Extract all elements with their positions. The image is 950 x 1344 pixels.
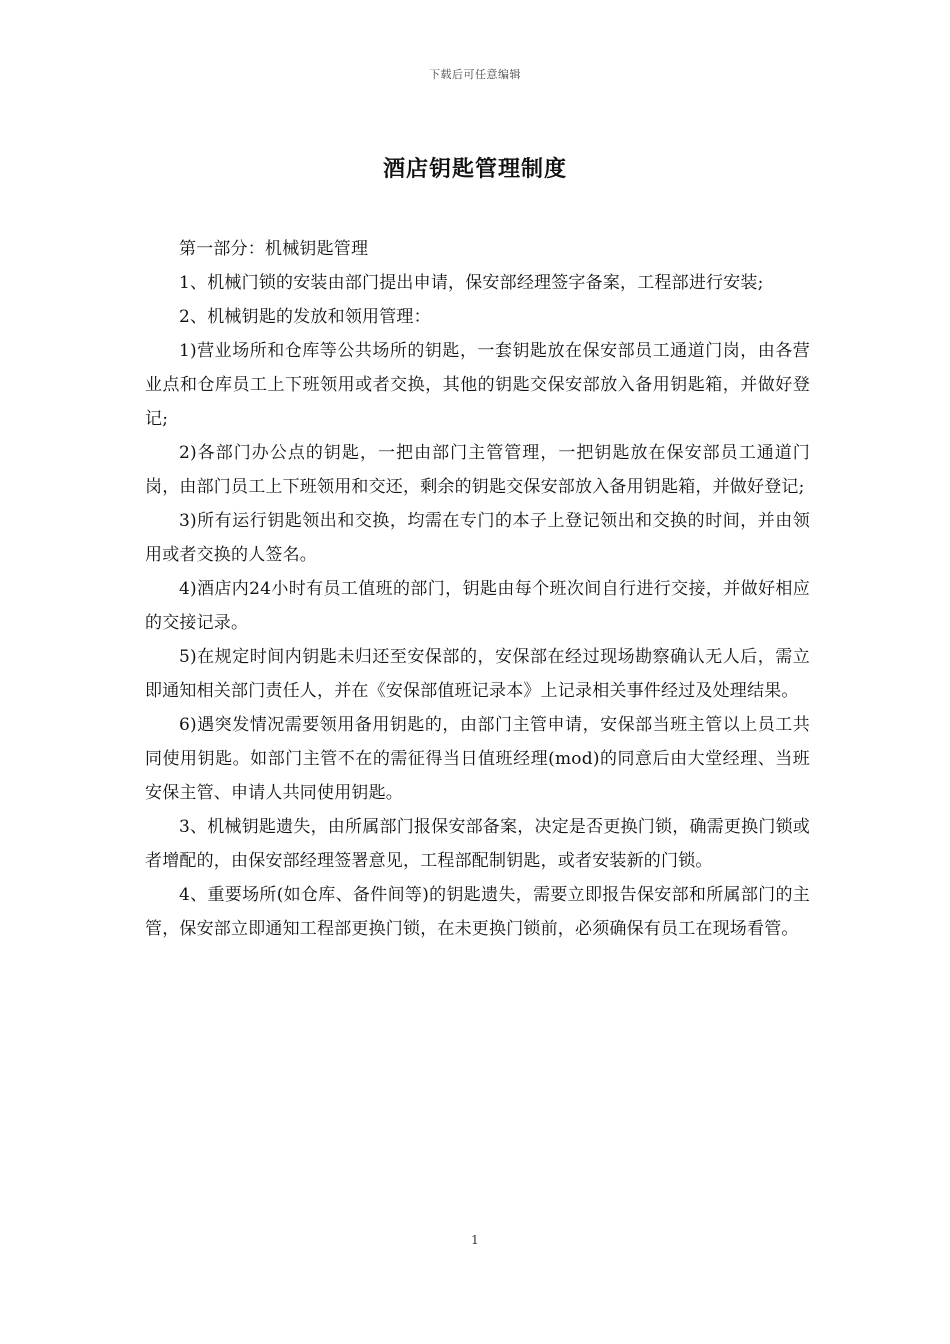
paragraph: 6)遇突发情况需要领用备用钥匙的，由部门主管申请，安保部当班主管以上员工共同使用钥匙。如部门主管不在的需征得当日值班经理(mod)的同意后由大堂经理、当班安保主管、申请人共同使用钥匙。 xyxy=(145,715,810,803)
paragraph-section-heading: 第一部分：机械钥匙管理 xyxy=(179,239,369,259)
paragraph: 2)各部门办公点的钥匙，一把由部门主管管理，一把钥匙放在保安部员工通道门岗，由部门员工上下班领用和交还，剩余的钥匙交保安部放入备用钥匙箱，并做好登记; xyxy=(145,443,810,497)
page-number: 1 xyxy=(471,1233,479,1247)
document-body xyxy=(145,232,810,946)
paragraph: 4)酒店内24小时有员工值班的部门，钥匙由每个班次间自行进行交接，并做好相应的交接记录。 xyxy=(145,579,810,633)
paragraph: 3)所有运行钥匙领出和交换，均需在专门的本子上登记领出和交换的时间，并由领用或者交换的人签名。 xyxy=(145,511,810,565)
paragraph: 4、重要场所(如仓库、备件间等)的钥匙遗失，需要立即报告保安部和所属部门的主管，保安部立即通知工程部更换门锁，在未更换门锁前，必须确保有员工在现场看管。 xyxy=(145,885,810,939)
paragraph: 2、机械钥匙的发放和领用管理： xyxy=(179,307,431,327)
paragraph: 1、机械门锁的安装由部门提出申请，保安部经理签字备案，工程部进行安装; xyxy=(179,273,764,293)
paragraph: 3、机械钥匙遗失，由所属部门报保安部备案，决定是否更换门锁，确需更换门锁或者增配的，由保安部经理签署意见，工程部配制钥匙，或者安装新的门锁。 xyxy=(145,817,810,871)
paragraph: 1)营业场所和仓库等公共场所的钥匙，一套钥匙放在保安部员工通道门岗，由各营业点和仓库员工上下班领用或者交换，其他的钥匙交保安部放入备用钥匙箱，并做好登记; xyxy=(145,341,810,429)
paragraph: 5)在规定时间内钥匙未归还至安保部的，安保部在经过现场勘察确认无人后，需立即通知相关部门责任人，并在《安保部值班记录本》上记录相关事件经过及处理结果。 xyxy=(145,647,810,701)
document-title: 酒店钥匙管理制度 xyxy=(382,156,567,182)
header-note: 下载后可任意编辑 xyxy=(429,68,521,81)
